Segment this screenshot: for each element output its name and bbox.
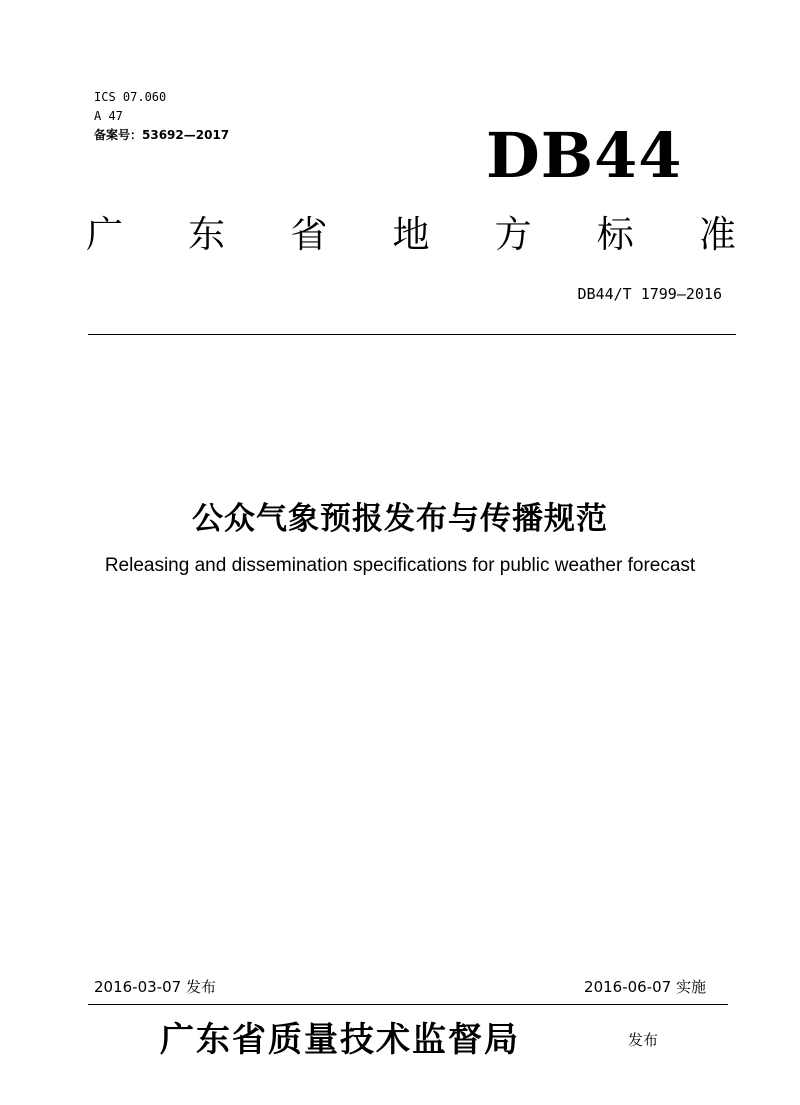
db44-logo: DB44 bbox=[486, 119, 683, 192]
ccs-code: A 47 bbox=[94, 109, 123, 123]
document-title-chinese: 公众气象预报发布与传播规范 bbox=[192, 501, 608, 537]
effective-date: 2016-06-07 实施 bbox=[584, 978, 706, 996]
heading-char: 广 bbox=[86, 213, 123, 256]
heading-char: 方 bbox=[494, 213, 532, 256]
filing-number: 备案号：53692—2017 bbox=[94, 128, 230, 142]
classification-block bbox=[94, 88, 229, 145]
heading-char: 准 bbox=[698, 213, 736, 256]
release-date: 2016-03-07 发布 bbox=[94, 978, 216, 996]
document-title-english: Releasing and dissemination specifications for public weather forecast bbox=[104, 555, 696, 576]
standard-number: DB44/T 1799—2016 bbox=[577, 285, 722, 303]
standard-type-heading bbox=[86, 206, 736, 256]
heading-char: 省 bbox=[290, 213, 328, 256]
issue-label: 发布 bbox=[628, 1031, 659, 1049]
heading-char: 标 bbox=[596, 213, 634, 256]
heading-char: 东 bbox=[188, 213, 226, 256]
heading-char: 地 bbox=[392, 213, 430, 256]
top-divider bbox=[88, 334, 736, 335]
issuing-authority: 广东省质量技术监督局 bbox=[160, 1020, 520, 1060]
bottom-divider bbox=[88, 1004, 728, 1005]
ics-code: ICS 07.060 bbox=[94, 90, 167, 104]
